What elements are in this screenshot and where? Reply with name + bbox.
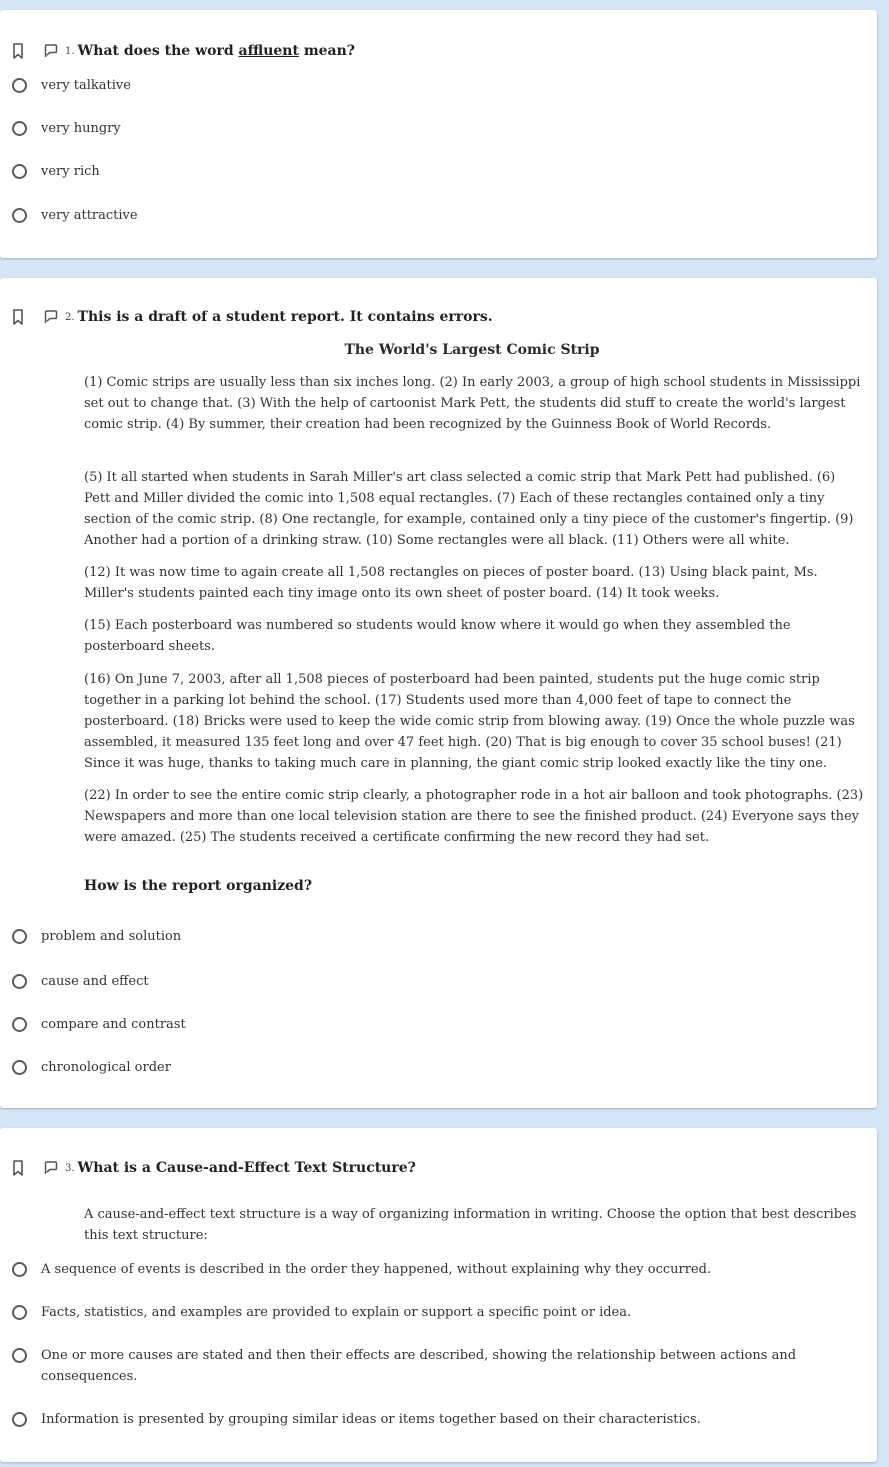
radio-button[interactable] (12, 121, 27, 136)
radio-button[interactable] (12, 1348, 27, 1363)
passage-paragraph: (12) It was now time to again create all 1,508 rectangles on pieces of poster board. (13) Using black paint, Ms. Miller's students painted each tiny image onto its own sheet of poster board. (14) It took weeks. (84, 565, 818, 601)
question-header (12, 307, 493, 327)
question-prompt: How is the report organized? (84, 878, 313, 894)
passage-paragraph: (1) Comic strips are usually less than six inches long. (2) In early 2003, a group of high school students in Mississippi set out to change that. (3) With the help of cartoonist Mark Pett, the students did stuff to create the world's largest comic strip. (4) By summer, their creation had been recognized by the Guinness Book of World Records. (84, 375, 861, 432)
answer-option[interactable]: very hungry (12, 118, 841, 139)
passage-paragraph: (15) Each posterboard was numbered so students would know where it would go when they assembled the posterboard sheets. (84, 618, 791, 654)
question-number: 3. (65, 1162, 75, 1174)
radio-button[interactable] (12, 164, 27, 179)
question-title: What does the word affluent mean? (77, 43, 356, 59)
answer-option[interactable]: very rich (12, 161, 841, 182)
radio-button[interactable] (12, 1412, 27, 1427)
answer-option[interactable]: problem and solution (12, 926, 841, 947)
radio-button[interactable] (12, 974, 27, 989)
radio-button[interactable] (12, 208, 27, 223)
question-description: A cause-and-effect text structure is a way of organizing information in writing. Choose the option that best describes this text structure: (84, 1207, 857, 1243)
radio-button[interactable] (12, 1305, 27, 1320)
answer-option[interactable]: compare and contrast (12, 1014, 841, 1035)
question-card-2 (0, 278, 877, 1108)
passage-paragraph: (16) On June 7, 2003, after all 1,508 pieces of posterboard had been painted, students put the huge comic strip together in a parking lot behind the school. (17) Students used more than 4,000 feet of tape to connect the posterboard. (18) Bricks were used to keep the wide comic strip from blowing away. (19) Once the whole puzzle was assembled, it measured 135 feet long and over 47 feet high. (20) That is big enough to cover 35 school buses! (21) Since it was huge, thanks to taking much care in planning, the giant comic strip looked exactly like the tiny one. (84, 672, 855, 771)
flag-icon[interactable] (43, 309, 59, 325)
question-card-3 (0, 1128, 877, 1462)
radio-button[interactable] (12, 78, 27, 93)
answer-option[interactable]: One or more causes are stated and then their effects are described, showing the relationship between actions and consequences. (12, 1345, 841, 1387)
bookmark-icon[interactable] (12, 309, 24, 325)
flag-icon[interactable] (43, 43, 59, 59)
answer-option[interactable]: cause and effect (12, 971, 841, 992)
passage-paragraph: (22) In order to see the entire comic strip clearly, a photographer rode in a hot air balloon and took photographs. (23) Newspapers and more than one local television station are there to see the finished product. (24) Everyone says they were amazed. (25) The students received a certificate confirming the new record they had set. (84, 788, 864, 845)
question-header (12, 1158, 416, 1178)
question-number: 1. (65, 45, 75, 57)
passage-title: The World's Largest Comic Strip (344, 342, 600, 358)
vocabulary-term: affluent (238, 43, 299, 59)
answer-option[interactable]: Facts, statistics, and examples are provided to explain or support a specific point or idea. (12, 1302, 841, 1323)
question-number: 2. (65, 311, 75, 323)
answer-option[interactable]: very talkative (12, 75, 841, 96)
radio-button[interactable] (12, 1262, 27, 1277)
passage-paragraph: (5) It all started when students in Sarah Miller's art class selected a comic strip that Mark Pett had published. (6) Pett and Miller divided the comic into 1,508 equal rectangles. (7) Each of these rectangles contained only a tiny section of the comic strip. (8) One rectangle, for example, contained only a tiny piece of the customer's fingertip. (9) Another had a portion of a drinking straw. (10) Some rectangles were all black. (11) Others were all white. (84, 470, 854, 548)
radio-button[interactable] (12, 1017, 27, 1032)
answer-option[interactable]: chronological order (12, 1057, 841, 1078)
bookmark-icon[interactable] (12, 43, 24, 59)
question-card-1 (0, 10, 877, 258)
radio-button[interactable] (12, 1060, 27, 1075)
question-header (12, 41, 355, 61)
radio-button[interactable] (12, 929, 27, 944)
question-title: What is a Cause-and-Effect Text Structure? (77, 1160, 416, 1176)
bookmark-icon[interactable] (12, 1160, 24, 1176)
answer-option[interactable]: A sequence of events is described in the order they happened, without explaining why they occurred. (12, 1259, 841, 1280)
answer-option[interactable]: very attractive (12, 205, 841, 226)
question-title: This is a draft of a student report. It contains errors. (77, 309, 493, 325)
flag-icon[interactable] (43, 1160, 59, 1176)
answer-option[interactable]: Information is presented by grouping similar ideas or items together based on their characteristics. (12, 1409, 841, 1430)
